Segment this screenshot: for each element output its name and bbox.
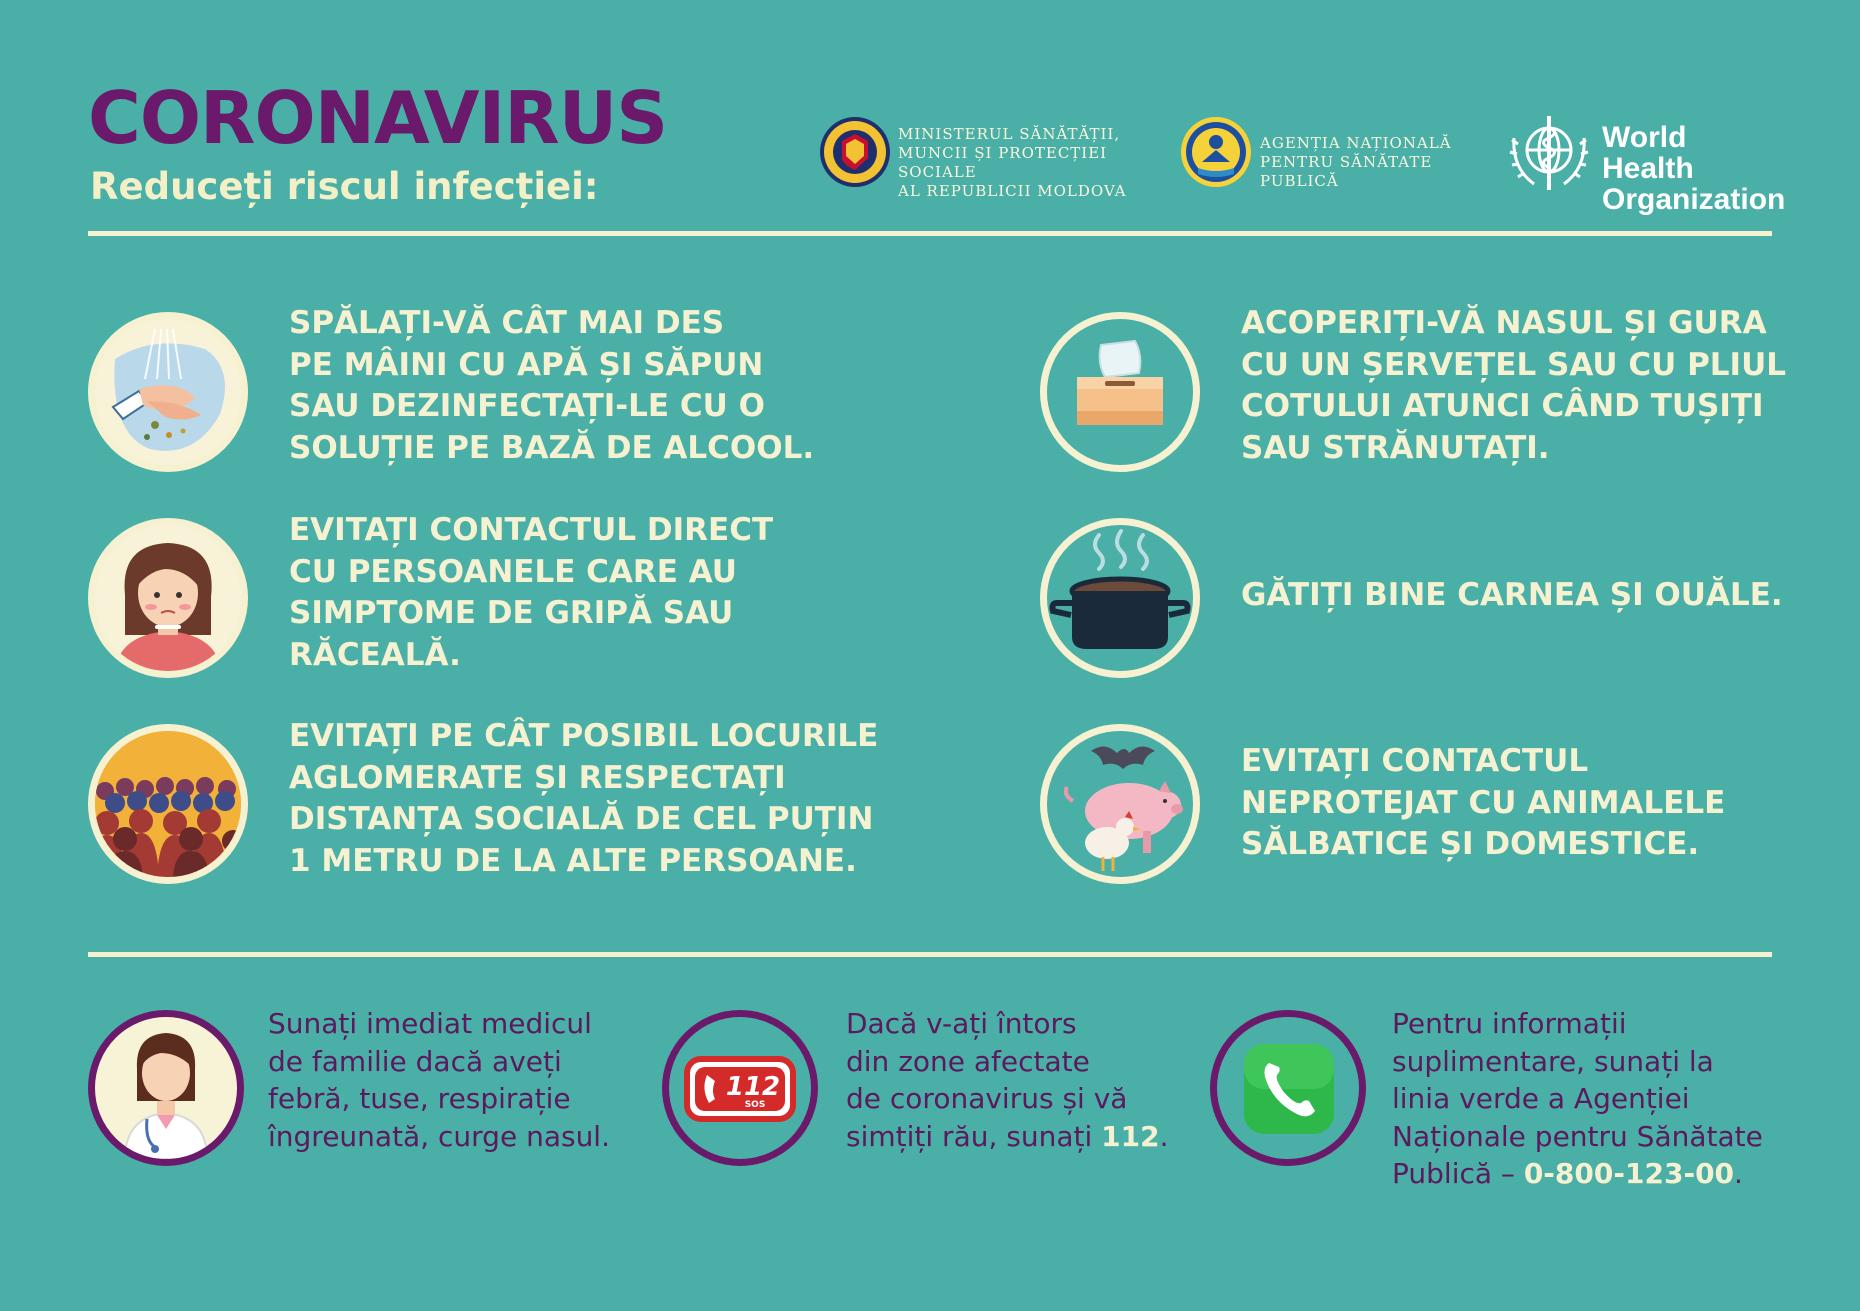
contact-1-icon-circle: [88, 1010, 244, 1166]
ministry-seal-icon: [818, 114, 892, 190]
cooking-pot-icon: [1047, 525, 1193, 671]
animals-icon: [1047, 731, 1193, 877]
page-subtitle: Reduceți riscul infecției:: [90, 165, 599, 208]
emergency-sos-label: SOS: [744, 1100, 766, 1110]
tip-5-icon-circle: [1040, 518, 1200, 678]
crowd-icon: [95, 731, 241, 877]
agency-logo: [1180, 112, 1480, 192]
ministry-name: MINISTERUL SĂNĂTĂȚII, MUNCII ȘI PROTECȚIEI SOCIALE AL REPUBLICII MOLDOVA: [898, 125, 1127, 200]
agency-seal-ring-text: [1180, 112, 1181, 113]
page-title: CORONAVIRUS: [88, 76, 668, 160]
contact-2-body: Dacă v-ați întors din zone afectate de coronavirus și vă simțiți rău, sunați: [846, 1007, 1128, 1153]
agency-name: AGENȚIA NAȚIONALĂ PENTRU SĂNĂTATE PUBLICĂ: [1260, 134, 1452, 190]
tip-6-icon-circle: [1040, 724, 1200, 884]
ministry-seal-ring-text: [818, 114, 819, 115]
phone-icon: [1217, 1017, 1359, 1159]
tissue-box-icon: [1047, 319, 1193, 465]
doctor-icon: [95, 1017, 237, 1159]
contact-3-body: Pentru informații suplimentare, sunați la linia verde a Agenției Naționale pentru Sănătate Publică –: [1392, 1007, 1763, 1190]
tip-4-text: ACOPERIȚI-VĂ NASUL ȘI GURA CU UN ȘERVEȚEL SAU CU PLIUL COTULUI ATUNCI CÂND TUȘIȚI SAU STRĂNUTAȚI.: [1241, 305, 1787, 466]
tip-3-text: EVITAȚI PE CÂT POSIBIL LOCURILE AGLOMERATE ȘI RESPECTAȚI DISTANȚA SOCIALĂ DE CEL PUȚIN 1 METRU DE LA ALTE PERSOANE.: [289, 718, 879, 879]
tip-1-text: SPĂLAȚI-VĂ CÂT MAI DES PE MÂINI CU APĂ ȘI SĂPUN SAU DEZINFECTAȚI-LE CU O SOLUȚIE PE BAZĂ DE ALCOOL.: [289, 305, 815, 466]
handwash-icon: [95, 319, 241, 465]
agency-seal-icon: [1180, 112, 1252, 192]
who-emblem-icon: [1504, 110, 1594, 196]
who-logo: [1504, 110, 1786, 216]
emergency-number: 112: [725, 1072, 781, 1102]
top-divider: [88, 231, 1772, 236]
emergency-112-icon: [669, 1017, 811, 1159]
ministry-logo: [818, 114, 1158, 200]
contact-1-text: Sunați imediat medicul de familie dacă aveți febră, tuse, respirație îngreunată, curge nasul.: [268, 1007, 610, 1153]
tip-6-text: EVITAȚI CONTACTUL NEPROTEJAT CU ANIMALELE SĂLBATICE ȘI DOMESTICE.: [1241, 743, 1726, 862]
contact-3-text: [1392, 1005, 1763, 1193]
contact-3-suffix: .: [1734, 1157, 1743, 1190]
tip-5-text: GĂTIȚI BINE CARNEA ȘI OUĂLE.: [1241, 577, 1783, 613]
sick-woman-icon: [95, 525, 241, 671]
contact-2-number: 112: [1101, 1119, 1160, 1153]
bottom-divider: [88, 952, 1772, 957]
tip-3-icon-circle: [88, 724, 248, 884]
who-name: World Health Organization: [1602, 121, 1786, 216]
contact-2-suffix: .: [1159, 1119, 1169, 1153]
contact-3-number: 0-800-123-00: [1523, 1157, 1735, 1190]
tip-2-text: EVITAȚI CONTACTUL DIRECT CU PERSOANELE CARE AU SIMPTOME DE GRIPĂ SAU RĂCEALĂ.: [289, 512, 774, 673]
contact-2-text: [846, 1005, 1169, 1155]
contact-2-icon-circle: [662, 1010, 818, 1166]
tip-2-icon-circle: [88, 518, 248, 678]
contact-3-icon-circle: [1210, 1010, 1366, 1166]
tip-1-icon-circle: [88, 312, 248, 472]
tip-4-icon-circle: [1040, 312, 1200, 472]
